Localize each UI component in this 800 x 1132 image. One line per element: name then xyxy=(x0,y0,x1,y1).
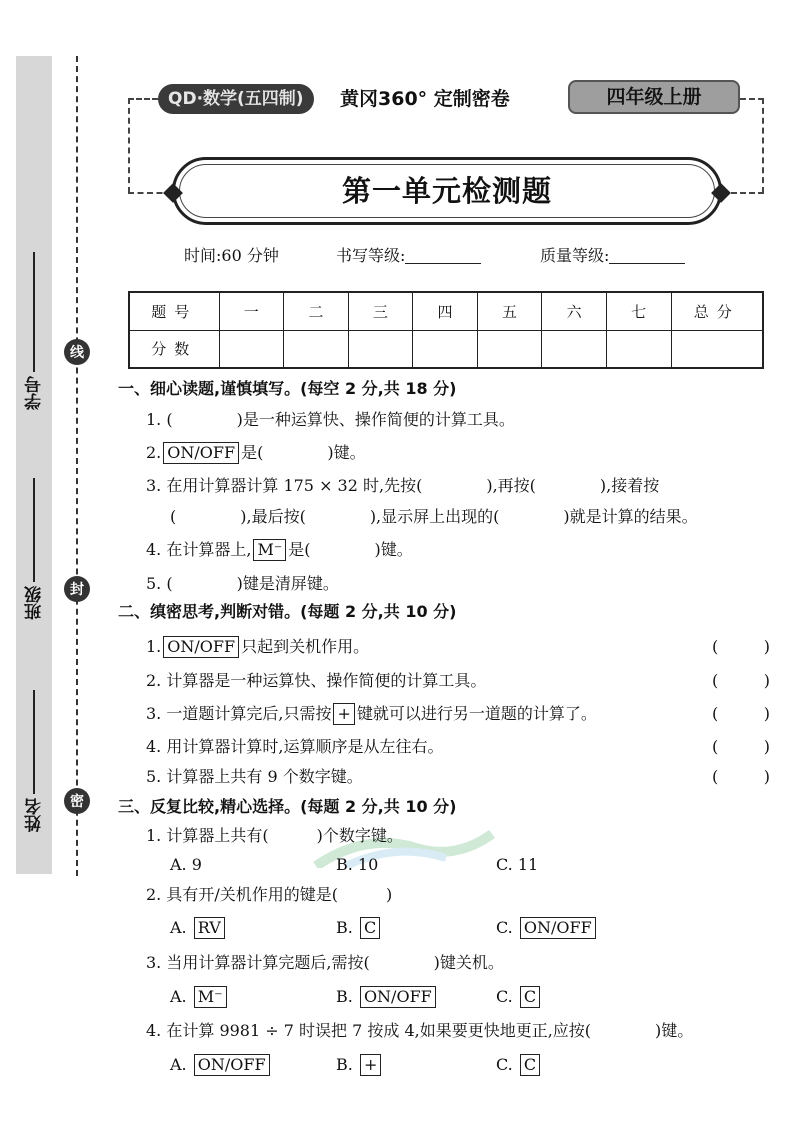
score-header-cell: 二 xyxy=(284,292,349,330)
quality-grade-blank[interactable] xyxy=(609,246,685,264)
section-2-title: 二、缜密思考,判断对错。(每题 2 分,共 10 分) xyxy=(118,602,457,621)
s1-q4-text: 4. 在计算器上, xyxy=(146,540,252,559)
score-header-cell: 三 xyxy=(348,292,413,330)
score-cell[interactable] xyxy=(477,330,542,368)
score-header-cell: 总分 xyxy=(671,292,763,330)
s3-q3-option-a[interactable]: A. M⁻ xyxy=(170,985,229,1009)
score-header-cell: 六 xyxy=(542,292,607,330)
answer-parens[interactable]: ( ) xyxy=(712,704,770,723)
m-minus-key: M⁻ xyxy=(194,986,227,1008)
series-badge: QD·数学(五四制) xyxy=(158,84,314,114)
s3-q4-option-b[interactable]: B. + xyxy=(336,1053,383,1077)
rv-key: RV xyxy=(194,917,225,939)
writing-grade-label: 书写等级: xyxy=(336,246,406,265)
s2-q3-text-end: 键就可以进行另一道题的计算了。 xyxy=(356,704,597,723)
s3-q3-option-c[interactable]: C. C xyxy=(496,985,542,1009)
c-key: C xyxy=(520,1054,540,1076)
student-id-label: 学号 xyxy=(24,376,45,410)
class-label: 班级 xyxy=(24,586,45,620)
header-dash xyxy=(740,98,764,100)
writing-grade-blank[interactable] xyxy=(405,246,481,264)
class-field xyxy=(16,478,52,620)
s3-q4-option-a[interactable]: A. ON/OFF xyxy=(170,1053,272,1077)
on-off-key: ON/OFF xyxy=(520,917,596,939)
s2-q3-text: 3. 一道题计算完后,只需按 xyxy=(146,704,332,723)
on-off-key: ON/OFF xyxy=(360,986,436,1008)
exam-time: 时间:60 分钟 xyxy=(184,246,279,265)
s1-question-3-line-1: 3. 在用计算器计算 175 × 32 时,先按( ),再按( ),接着按 xyxy=(146,476,660,495)
s2-question-1 xyxy=(146,635,369,659)
score-row-label: 分数 xyxy=(129,330,219,368)
name-label: 姓名 xyxy=(24,798,45,832)
name-field xyxy=(16,690,52,832)
s3-question-1: 1. 计算器上共有( )个数字键。 xyxy=(146,826,403,845)
score-cell[interactable] xyxy=(671,330,763,368)
score-cell[interactable] xyxy=(219,330,284,368)
score-cell[interactable] xyxy=(348,330,413,368)
s1-q4-text-end: 是( )键。 xyxy=(288,540,413,559)
s3-q1-option-a[interactable]: A. 9 xyxy=(170,855,202,874)
s3-q2-option-b[interactable]: B. C xyxy=(336,916,382,940)
page-title: 第一单元检测题 xyxy=(341,174,552,208)
score-cell[interactable] xyxy=(542,330,607,368)
s3-question-2: 2. 具有开/关机作用的键是( ) xyxy=(146,885,393,904)
cut-line xyxy=(76,56,78,876)
s3-q2-option-c[interactable]: C. ON/OFF xyxy=(496,916,598,940)
on-off-key: ON/OFF xyxy=(163,636,239,658)
s2-q1-number: 1. xyxy=(146,637,162,656)
score-table-header-row xyxy=(129,292,763,330)
quality-grade-label: 质量等级: xyxy=(540,246,610,265)
writing-grade xyxy=(336,244,481,268)
score-cell[interactable] xyxy=(606,330,671,368)
s2-question-5: 5. 计算器上共有 9 个数字键。 xyxy=(146,767,363,786)
score-header-cell: 五 xyxy=(477,292,542,330)
answer-parens[interactable]: ( ) xyxy=(712,767,770,786)
s2-question-2: 2. 计算器是一种运算快、操作简便的计算工具。 xyxy=(146,671,487,690)
header-dash xyxy=(128,98,130,193)
score-header-cell: 四 xyxy=(413,292,478,330)
section-1-title: 一、细心读题,谨慎填写。(每空 2 分,共 18 分) xyxy=(118,379,457,398)
s2-q1-text: 只起到关机作用。 xyxy=(241,637,370,656)
s3-q4-option-c[interactable]: C. C xyxy=(496,1053,542,1077)
score-header-cell: 题号 xyxy=(129,292,219,330)
on-off-key: ON/OFF xyxy=(194,1054,270,1076)
s1-question-3-line-2: ( ),最后按( ),显示屏上出现的( )就是计算的结果。 xyxy=(170,507,698,526)
s1-q2-text: 是( )键。 xyxy=(241,443,366,462)
s1-question-1: 1. ( )是一种运算快、操作简便的计算工具。 xyxy=(146,410,515,429)
s1-q2-number: 2. xyxy=(146,443,162,462)
s2-question-4: 4. 用计算器计算时,运算顺序是从左往右。 xyxy=(146,737,444,756)
s3-q2-option-a[interactable]: A. RV xyxy=(170,916,227,940)
brand-title: 黄冈360° 定制密卷 xyxy=(340,88,510,110)
s1-question-2 xyxy=(146,441,366,465)
plus-key: + xyxy=(333,703,354,725)
s1-question-4 xyxy=(146,538,413,562)
score-table xyxy=(128,291,764,369)
answer-parens[interactable]: ( ) xyxy=(712,737,770,756)
answer-parens[interactable]: ( ) xyxy=(712,671,770,690)
score-cell[interactable] xyxy=(413,330,478,368)
score-header-cell: 七 xyxy=(606,292,671,330)
section-3-title: 三、反复比较,精心选择。(每题 2 分,共 10 分) xyxy=(118,797,457,816)
on-off-key: ON/OFF xyxy=(163,442,239,464)
quality-grade xyxy=(540,244,685,268)
plus-key: + xyxy=(360,1054,381,1076)
s3-q1-option-c[interactable]: C. 11 xyxy=(496,855,539,874)
seal-secret-icon: 密 xyxy=(64,788,90,814)
seal-line-icon: 线 xyxy=(64,339,90,365)
c-key: C xyxy=(360,917,380,939)
m-minus-key: M⁻ xyxy=(253,539,286,561)
s1-question-5: 5. ( )键是清屏键。 xyxy=(146,574,339,593)
s3-q3-option-b[interactable]: B. ON/OFF xyxy=(336,985,438,1009)
header-dash xyxy=(128,98,158,100)
score-table-score-row xyxy=(129,330,763,368)
c-key: C xyxy=(520,986,540,1008)
s3-question-3: 3. 当用计算器计算完题后,需按( )键关机。 xyxy=(146,953,504,972)
student-id-field xyxy=(16,252,52,410)
s3-question-4: 4. 在计算 9981 ÷ 7 时误把 7 按成 4,如果要更快地更正,应按( )键。 xyxy=(146,1021,694,1040)
seal-seal-icon: 封 xyxy=(64,576,90,602)
grade-badge: 四年级上册 xyxy=(568,80,740,114)
score-cell[interactable] xyxy=(284,330,349,368)
s2-question-3 xyxy=(146,702,597,726)
header-dash xyxy=(762,98,764,193)
s3-q1-option-b[interactable]: B. 10 xyxy=(336,855,379,874)
score-header-cell: 一 xyxy=(219,292,284,330)
answer-parens[interactable]: ( ) xyxy=(712,637,770,656)
